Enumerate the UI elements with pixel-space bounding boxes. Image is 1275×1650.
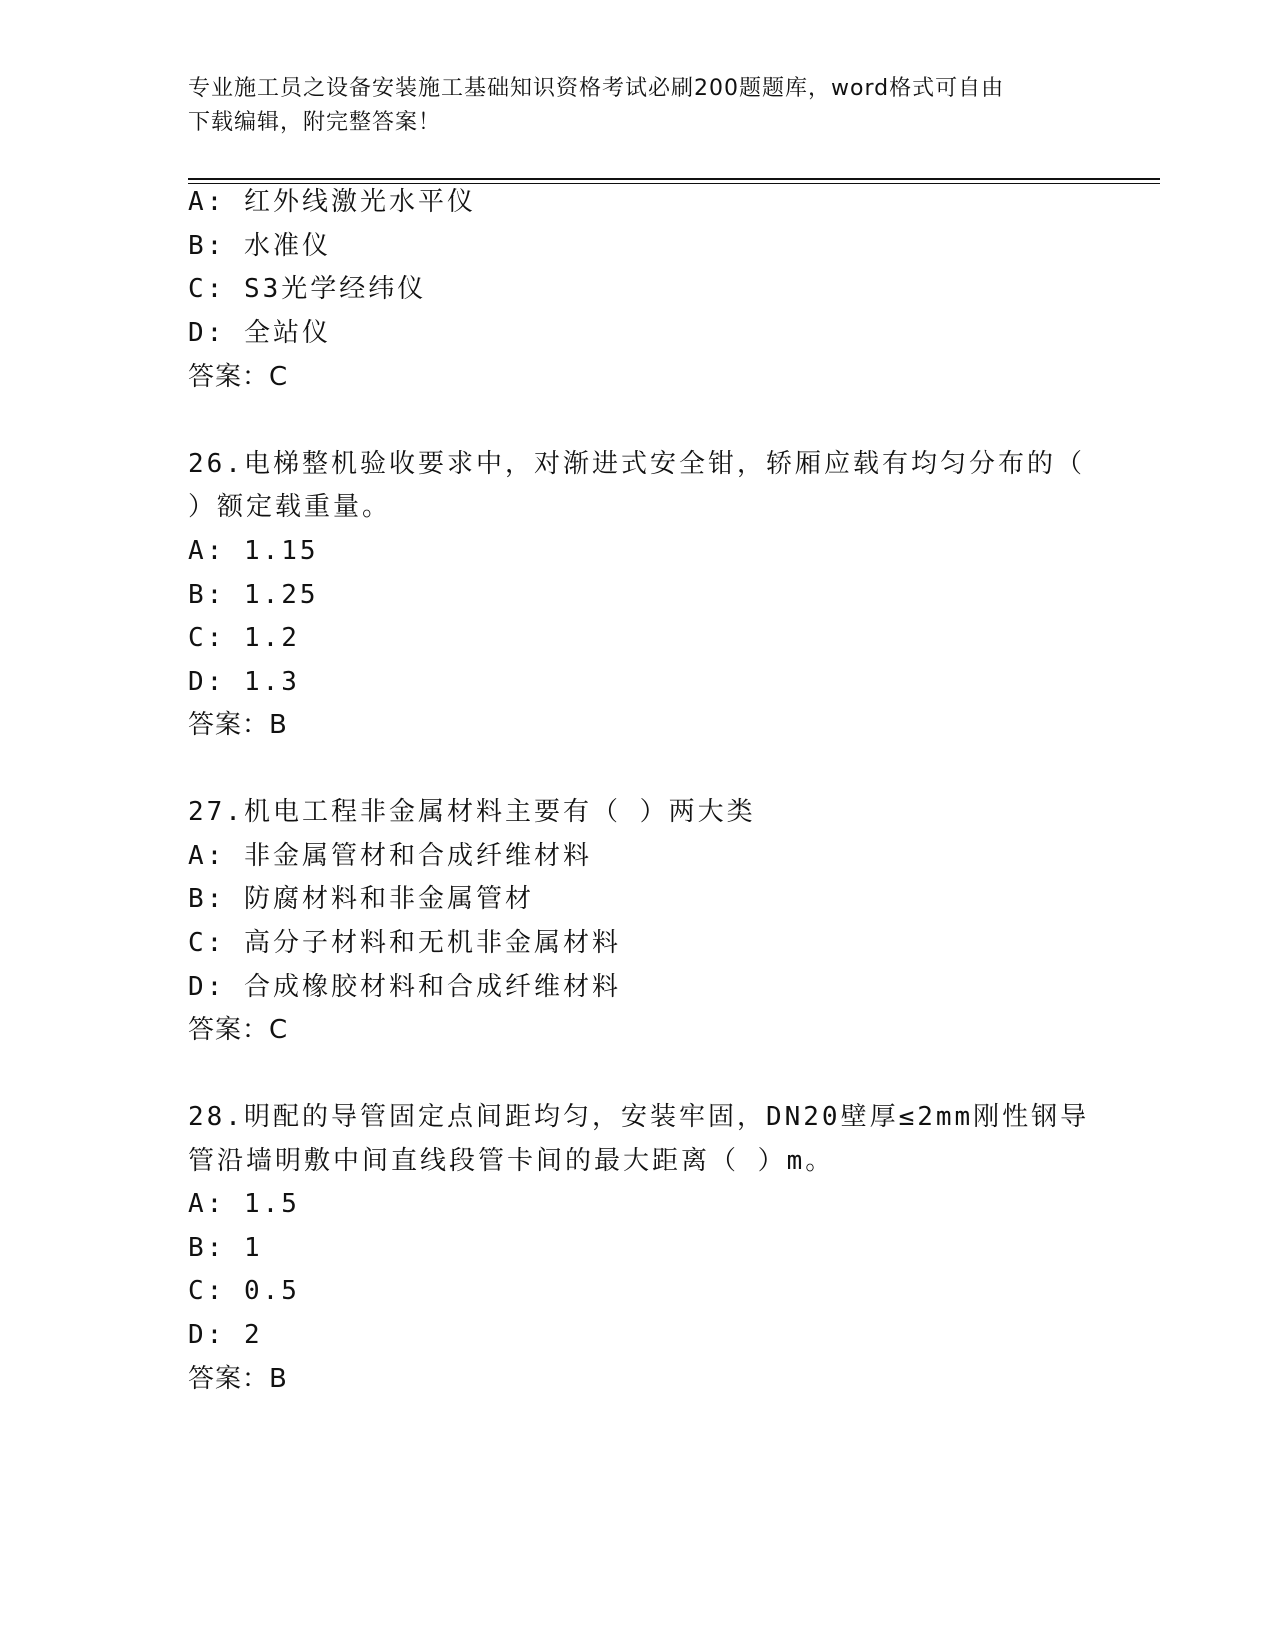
q27-option-a: A: 非金属管材和合成纤维材料 [188,841,592,871]
q27-stem-line-1: 27.机电工程非金属材料主要有（ ）两大类 [188,797,756,827]
q26-answer: 答案：B [188,710,288,740]
header-line-1: 专业施工员之设备安装施工基础知识资格考试必刷200题题库，word格式可自由 [188,76,1005,101]
q26-option-a: A: 1.15 [188,536,319,566]
q25-option-b: B: 水准仪 [188,231,331,261]
q27-option-d: D: 合成橡胶材料和合成纤维材料 [188,972,621,1002]
q26-option-b: B: 1.25 [188,580,319,610]
q25-option-d: D: 全站仪 [188,318,331,348]
q25-answer: 答案：C [188,362,289,392]
header-rule-thick [188,178,1160,180]
q27-option-b: B: 防腐材料和非金属管材 [188,884,534,914]
q25-option-c: C: S3光学经纬仪 [188,274,427,304]
q26-stem-line-1: 26.电梯整机验收要求中，对渐进式安全钳，轿厢应载有均匀分布的（ [188,449,1085,479]
q28-option-a: A: 1.5 [188,1189,300,1219]
q28-option-c: C: 0.5 [188,1276,300,1306]
q25-option-a: A: 红外线激光水平仪 [188,187,476,217]
q27-option-c: C: 高分子材料和无机非金属材料 [188,928,621,958]
q28-option-d: D: 2 [188,1320,263,1350]
document-header [188,72,1068,140]
q27-answer: 答案：C [188,1015,289,1045]
header-rule-thin [188,183,1160,184]
q28-answer: 答案：B [188,1364,288,1394]
q26-stem-line-2: ）额定载重量。 [188,492,392,522]
q28-option-b: B: 1 [188,1233,263,1263]
header-line-2: 下载编辑，附完整答案！ [188,110,442,135]
q28-stem-line-2: 管沿墙明敷中间直线段管卡间的最大距离（ ）m。 [188,1146,835,1176]
q28-stem-line-1: 28.明配的导管固定点间距均匀，安装牢固，DN20壁厚≤2mm刚性钢导 [188,1102,1090,1132]
q26-option-c: C: 1.2 [188,623,300,653]
q26-option-d: D: 1.3 [188,667,300,697]
